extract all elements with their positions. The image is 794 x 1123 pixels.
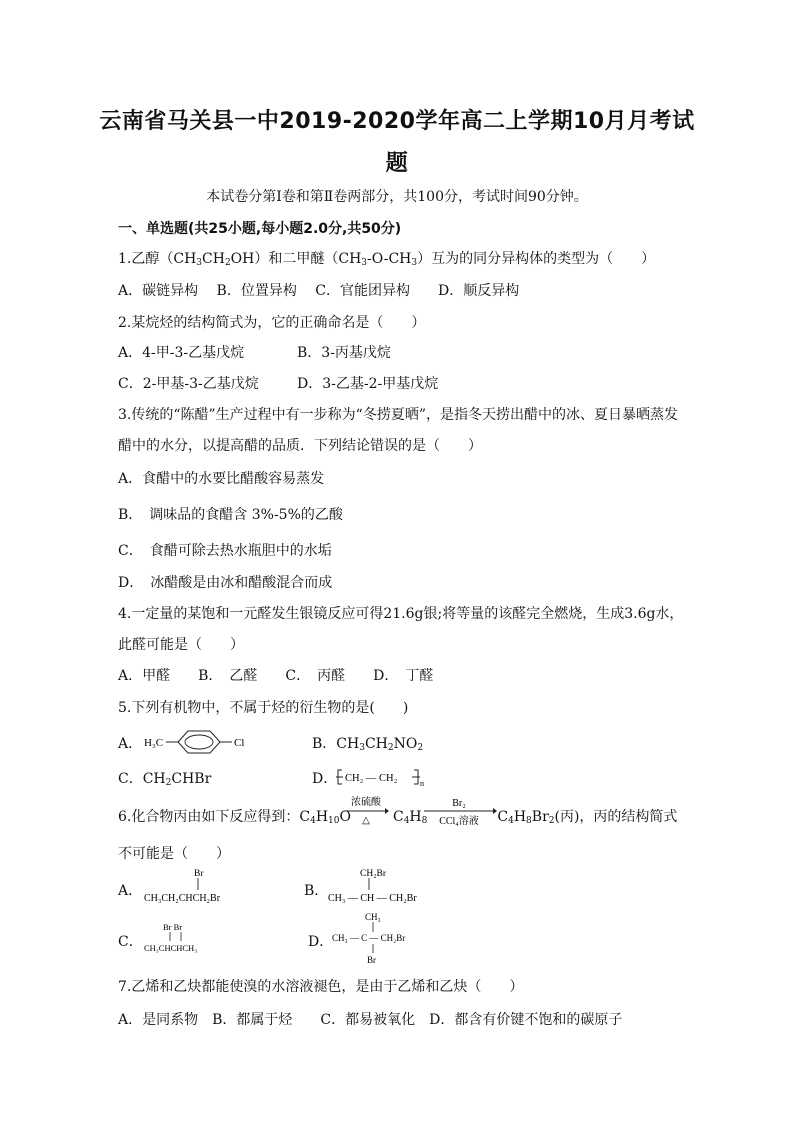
question-5-option-b: B．$CH_3CH_2NO_2$ [312, 736, 424, 753]
question-1-stem: 1.乙醇$(CH_3CH_2OH)$和二甲醚$(CH_3-O-CH_3)$互为的同分异构体的类型为（ ） [118, 251, 656, 268]
question-4-stem-line2: 此醛可能是（ ） [118, 637, 244, 653]
question-6-stem-line2: 不可能是（ ） [118, 846, 230, 862]
question-6-option-c-label: C． [118, 934, 143, 950]
main-chain: CH₃ — C — CH₂Br [332, 933, 406, 943]
question-2-option-b: B．3-丙基戊烷 [297, 345, 391, 361]
question-2-option-a: A．4-甲-3-乙基戊烷 [118, 345, 245, 361]
benzene-ring [178, 731, 220, 753]
question-3-option-d: D． 冰醋酸是由冰和醋酸混合而成 [118, 575, 333, 591]
question-4-stem-line1: 4.一定量的某饱和一元醛发生银镜反应可得21.6g银;将等量的该醛完全燃烧，生成3.6g水， [118, 606, 684, 622]
substituent-ch3: CH₃ [365, 912, 381, 922]
polymer-subscript-n: n [420, 779, 424, 788]
question-5-option-a-structure [144, 726, 256, 758]
question-3-stem-line1: 3.传统的“陈醋”生产过程中有一步称为“冬捞夏晒”，是指冬天捞出醋中的冰、夏日暴晒蒸发 [118, 407, 678, 423]
main-chain: CH₃CH₂CHCH₂Br [144, 893, 221, 904]
benzene-ring-circle [185, 735, 213, 749]
reaction-arrow-2-condition-top: Br₂ [452, 798, 466, 809]
question-6-stem-line1: 6.化合物丙由如下反应得到：$C_4H_{10}O$ $C_4H_8$ $C_4H_8Br_2$(丙)，丙的结构简式 [118, 809, 678, 826]
question-6-option-a-label: A． [118, 883, 143, 899]
substituents-br-br: Br Br [163, 922, 183, 932]
arrow-head [385, 808, 389, 814]
question-2-stem: 2.某烷烃的结构简式为，它的正确命名是（ ） [118, 315, 426, 331]
question-7-stem: 7.乙烯和乙炔都能使溴的水溶液褪色，是由于乙烯和乙炔（ ） [118, 979, 524, 995]
question-5-option-a-label: A． [118, 736, 143, 752]
exam-title-line2: 题 [385, 151, 409, 176]
question-7-options: A．是同系物 B．都属于烃 C．都易被氧化 D．都含有价键不饱和的碳原子 [118, 1012, 623, 1028]
question-6-option-d-structure [332, 910, 432, 966]
reaction-arrow-2 [423, 794, 497, 828]
arrow-head [493, 808, 497, 814]
structure-label-cl: Cl [234, 737, 245, 749]
question-5-option-c: C．$CH_2CHBr$ [118, 771, 212, 788]
reaction-arrow-1 [343, 793, 389, 827]
question-6-option-d-label: D． [308, 934, 334, 950]
exam-title-line1: 云南省马关县一中2019-2020学年高二上学期10月月考试 [99, 109, 695, 134]
question-5-option-d-structure [336, 766, 428, 788]
question-4-options: A．甲醛 B． 乙醛 C． 丙醛 D． 丁醛 [118, 668, 434, 684]
question-6-option-b-label: B． [304, 883, 329, 899]
question-3-option-a: A．食醋中的水要比醋酸容易蒸发 [118, 471, 325, 487]
exam-intro: 本试卷分第Ⅰ卷和第Ⅱ卷两部分，共100分，考试时间90分钟。 [206, 189, 588, 205]
question-6-option-a-structure [144, 866, 264, 906]
main-chain: CH₃CHCHCH₃ [144, 943, 198, 953]
reaction-arrow-1-condition-top: 浓硫酸 [351, 797, 381, 808]
main-chain: CH₃ — CH — CH₂Br [328, 893, 417, 904]
substituent-br: Br [194, 869, 204, 879]
reaction-arrow-1-condition-bottom: △ [362, 815, 370, 826]
question-2-option-d: D．3-乙基-2-甲基戊烷 [297, 376, 439, 392]
structure-label-h3c: H₃C [144, 737, 164, 749]
question-6-option-b-structure [328, 866, 448, 906]
question-2-option-c: C．2-甲基-3-乙基戊烷 [118, 376, 259, 392]
question-3-option-c: C． 食醋可除去热水瓶胆中的水垢 [118, 543, 332, 559]
question-3-stem-line2: 醋中的水分，以提高醋的品质．下列结论错误的是（ ） [118, 438, 482, 454]
polymer-repeat-unit: CH₂ — CH₂ [345, 773, 398, 784]
substituent-ch2br: CH₂Br [360, 869, 387, 879]
reaction-arrow-2-condition-bottom: CCl₄溶液 [439, 816, 479, 827]
question-6-option-c-structure [144, 920, 224, 956]
question-5-stem: 5.下列有机物中，不属于烃的衍生物的是( ) [118, 700, 409, 716]
section-heading-single-choice: 一、单选题(共25小题,每小题2.0分,共50分) [118, 221, 402, 237]
question-3-option-b: B． 调味品的食醋含 3%-5%的乙酸 [118, 507, 343, 523]
substituent-br: Br [367, 955, 376, 965]
question-1-options: A．碳链异构 B．位置异构 C．官能团异构 D．顺反异构 [118, 283, 520, 299]
question-5-option-d-label: D． [312, 771, 338, 787]
